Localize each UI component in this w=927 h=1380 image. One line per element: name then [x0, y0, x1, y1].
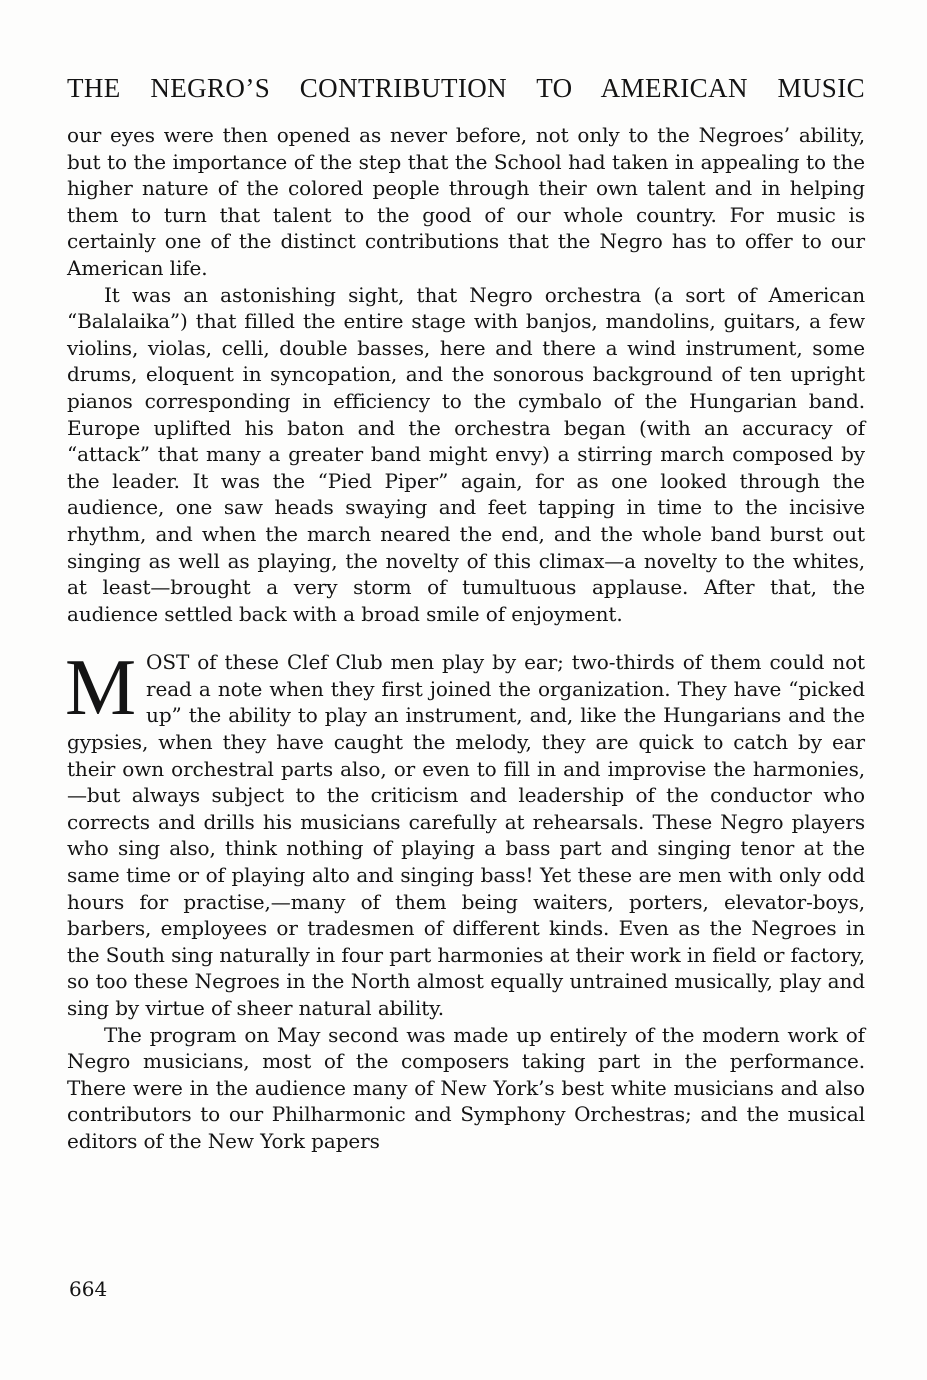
paragraph-1: our eyes were then opened as never before, not only to the Negroes’ ability, but to the importance of the step that the School had taken in appealing to the higher nature of the colored people through their own talent and in helping them to turn that talent to the good of our whole country. For music is certainly one of the distinct contributions that the Negro has to offer to our American life. — [67, 123, 865, 280]
drop-cap-letter: M — [65, 644, 137, 733]
paragraph-4: The program on May second was made up entirely of the modern work of Negro musicians, most of the composers taking part in the performance. There were in the audience many of New York’s best white musicians and also contributors to our Philharmonic and Symphony Orchestras; and the musical editors of the New York papers — [67, 1022, 865, 1153]
page-number: 664 — [69, 1277, 108, 1301]
section-break — [67, 627, 865, 649]
paragraph-2: It was an astonishing sight, that Negro orchestra (a sort of American “Balalaika”) that filled the entire stage with banjos, mandolins, guitars, a few violins, violas, celli, double basses, here and there a wind instrument, some drums, eloquent in syncopation, and the sonorous background of ten upright pianos corresponding in efficiency to the cymbalo of the Hungarian band. Europe uplifted his baton and the orchestra began (with an accuracy of “attack” that many a greater band might envy) a stirring march composed by the leader. It was the “Pied Piper” again, for as one looked through the audience, one saw heads swaying and feet tapping in time to the incisive rhythm, and when the march neared the end, and the whole band burst out singing as well as playing, the novelty of this climax—a novelty to the whites, at least—brought a very storm of tumultuous applause. After that, the audience settled back with a broad smile of enjoyment. — [67, 282, 865, 626]
paragraph-3 — [65, 644, 865, 1021]
body-text — [67, 122, 865, 1155]
paragraph-3-text: OST of these Clef Club men play by ear; two-thirds of them could not read a note when they first joined the organization. They have “picked up” the ability to play an instrument, and, like the Hungarians and the gypsies, when they have caught the melody, they are quick to catch by ear their own orchestral parts also, or even to fill in and improvise the harmonies,—but always subject to the criticism and leadership of the conductor who corrects and drills his musicians carefully at rehearsals. These Negro players who sing also, think nothing of playing a bass part and singing tenor at the same time or of playing alto and singing bass! Yet these are men with only odd hours for practise,—many of them being waiters, porters, elevator-boys, barbers, employees or tradesmen of different kinds. Even as the Negroes in the South sing naturally in four part harmonies at their work in field or factory, so too these Negroes in the North almost equally untrained musically, play and sing by virtue of sheer natural ability. — [67, 650, 865, 1020]
running-head: THE NEGRO’S CONTRIBUTION TO AMERICAN MUSIC — [67, 73, 865, 103]
